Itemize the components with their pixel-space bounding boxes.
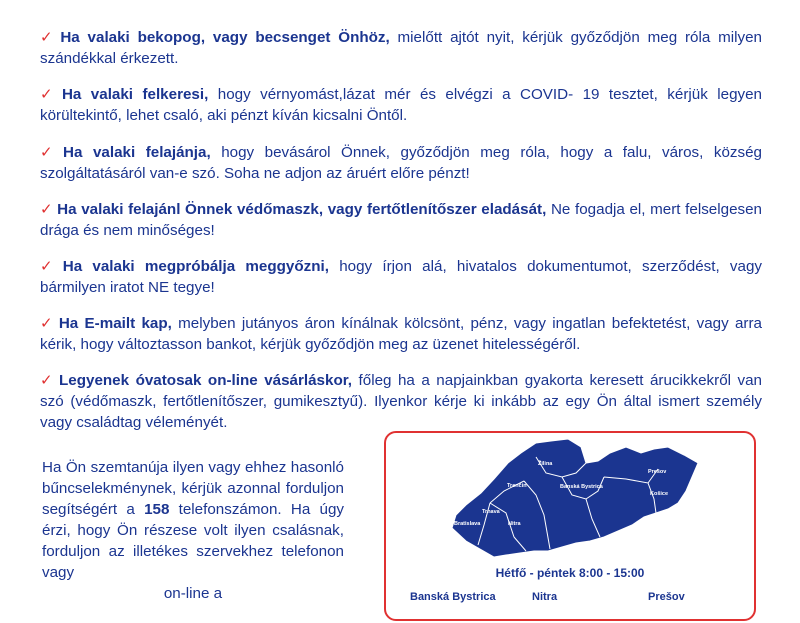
tip-item: ✓ Legyenek óvatosak on-line vásárláskor, főleg ha a napjainkban gyakorta keresett árucikkekről van szó (védőmaszk, fertőtlenítőszer, gumikesztyű). Ilyenkor kérje ki inkább az egy Ön által ismert személy vagy családtag véleményét.	[40, 372, 763, 432]
slovakia-map-shape	[452, 439, 698, 557]
region-label: Nitra	[508, 521, 521, 527]
tip-item: ✓ Ha valaki felajánl Önnek védőmaszk, vagy fertőtlenítőszer eladását, Ne fogadja el, mert felselgesen drága és nem minőséges!	[40, 200, 763, 239]
checkmark-icon: ✓	[40, 143, 60, 161]
warning-tips-list	[40, 12, 762, 444]
region-label: Bratislava	[454, 521, 481, 527]
emergency-number: 158	[144, 501, 170, 518]
region-label: Žilina	[538, 461, 553, 467]
region-label: Košice	[650, 491, 669, 497]
tip-item: ✓ Ha E-mailt kap, melyben jutányos áron kínálnak kölcsönt, pénz, vagy ingatlan befektetést, vagy arra kérik, hogy változtasson bankot, kérjük győződjön meg az üzenet hitelességéről.	[40, 315, 762, 354]
city-label: Prešov	[648, 591, 685, 603]
tip-item: ✓ Ha valaki felkeresi, hogy vérnyomást,lázat mér és elvégzi a COVID- 19 tesztet, kérjük legyen körültekintő, lehet csaló, aki pénzt kíván kicsalni Öntől.	[40, 86, 762, 125]
contact-paragraph: Ha Ön szemtanúja ilyen vagy ehhez hasonló bűncselekménynek, kérjük azonnal forduljon segítségért a 158 telefonszámon. Ha úgy érzi, hogy Ön részese volt ilyen csalásnak, forduljon az illetékes szervekhez telefonon vagy on-line a	[42, 459, 345, 602]
checkmark-icon: ✓	[40, 86, 58, 104]
tip-item: ✓ Ha valaki felajánja, hogy bevásárol Önnek, győződjön meg róla, hogy a falu, város, község szolgáltatásáról van-e szó. Soha ne adjon az áruért előre pénzt!	[40, 143, 762, 182]
checkmark-icon: ✓	[40, 200, 54, 218]
region-label: Trnava	[482, 509, 500, 515]
checkmark-icon: ✓	[40, 372, 56, 390]
cropped-top-line	[40, 0, 760, 4]
city-label: Banská Bystrica	[410, 591, 496, 603]
region-label: Banská Bystrica	[560, 484, 603, 490]
tip-item: ✓ Ha valaki megpróbálja meggyőzni, hogy írjon alá, hivatalos dokumentumot, szerződést, vagy bármilyen iratot NE tegye!	[40, 257, 762, 296]
checkmark-icon: ✓	[40, 29, 57, 47]
city-label: Nitra	[532, 591, 558, 603]
region-label: Prešov	[648, 469, 667, 475]
office-hours: Hétfő - péntek 8:00 - 15:00	[495, 566, 645, 580]
checkmark-icon: ✓	[40, 315, 55, 333]
region-label: Trenčín	[507, 483, 527, 489]
contact-map-box	[384, 431, 756, 621]
tip-item: ✓ Ha valaki bekopog, vagy becsenget Önhöz, mielőtt ajtót nyit, kérjük győződjön meg róla milyen szándékkal érkezett.	[40, 29, 762, 68]
checkmark-icon: ✓	[40, 257, 59, 275]
